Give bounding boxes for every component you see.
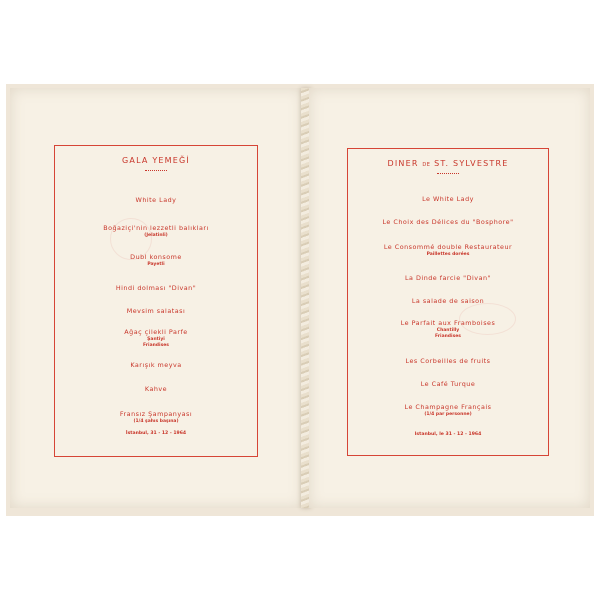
menu-item bbox=[55, 361, 257, 369]
menu-title-french bbox=[348, 159, 548, 168]
menu-item bbox=[348, 297, 548, 305]
title-diner: DINER bbox=[387, 159, 419, 168]
menu-item-name: Le Consommé double Restaurateur bbox=[383, 243, 513, 251]
menu-item bbox=[55, 224, 257, 238]
menu-item-name: Le Parfait aux Framboises bbox=[400, 319, 496, 327]
menu-item bbox=[55, 328, 257, 348]
menu-item bbox=[348, 380, 548, 388]
menu-item bbox=[55, 307, 257, 315]
menu-item-name: Mevsim salatası bbox=[126, 307, 186, 315]
menu-item bbox=[348, 195, 548, 203]
title-de: DE bbox=[422, 162, 431, 168]
menu-item-name: White Lady bbox=[135, 196, 177, 204]
menu-item-note: (Jelatinli) bbox=[144, 233, 168, 238]
menu-item-note: Friandises bbox=[435, 334, 461, 339]
menu-item-name: Boğaziçi'nin lezzetli balıkları bbox=[103, 224, 209, 232]
menu-item-name: Le Café Turque bbox=[420, 380, 476, 388]
title-st-sylvestre: ST. SYLVESTRE bbox=[434, 159, 509, 168]
right-menu-page bbox=[309, 88, 590, 508]
menu-item bbox=[55, 196, 257, 204]
menu-item-name: Le White Lady bbox=[422, 195, 474, 203]
left-menu-page bbox=[10, 88, 303, 508]
menu-item-note: Chantilly bbox=[436, 328, 460, 333]
menu-item-name: Hindi dolması "Divan" bbox=[115, 284, 197, 292]
menu-item-name: Ağaç çilekli Parfe bbox=[124, 328, 188, 336]
right-menu-frame bbox=[347, 148, 549, 456]
menu-item bbox=[55, 253, 257, 267]
menu-item-note: Friandises bbox=[143, 343, 169, 348]
menu-item-name: Dubl konsome bbox=[130, 253, 182, 261]
menu-item-name: Karışık meyva bbox=[130, 361, 182, 369]
menu-item-note: Payetli bbox=[147, 262, 165, 267]
menu-item-note: (1/4 par personne) bbox=[424, 412, 472, 417]
menu-item bbox=[348, 357, 548, 365]
menu-item bbox=[348, 319, 548, 339]
menu-item-name: Le Choix des Délices du "Bosphore" bbox=[382, 218, 514, 226]
menu-item-name: La Dinde farcie "Divan" bbox=[404, 274, 491, 282]
menu-date-footer: İstanbul, 31 - 12 - 1964 bbox=[125, 431, 187, 436]
menu-item-name: Fransız Şampanyası bbox=[119, 410, 193, 418]
menu-item bbox=[348, 243, 548, 257]
menu-item bbox=[55, 284, 257, 292]
left-menu-frame bbox=[54, 145, 258, 457]
menu-date-footer: Istanbul, le 31 - 12 - 1964 bbox=[414, 432, 482, 437]
menu-item bbox=[348, 274, 548, 282]
menu-item-name: Les Corbeilles de fruits bbox=[405, 357, 491, 365]
menu-item bbox=[348, 403, 548, 417]
menu-item-note: (1/4 şahıs başına) bbox=[133, 419, 179, 424]
title-underline bbox=[145, 170, 167, 171]
menu-title-turkish: GALA YEMEĞİ bbox=[122, 156, 190, 165]
menu-item-name: Kahve bbox=[144, 385, 168, 393]
menu-item-name: Le Champagne Français bbox=[404, 403, 492, 411]
menu-item-name: La salade de saison bbox=[411, 297, 485, 305]
menu-item bbox=[348, 218, 548, 226]
menu-item bbox=[55, 385, 257, 393]
title-underline bbox=[437, 173, 459, 174]
menu-item bbox=[55, 410, 257, 424]
menu-item-note: Paillettes dorées bbox=[426, 252, 470, 257]
menu-item-note: Şantiyi bbox=[147, 337, 165, 342]
